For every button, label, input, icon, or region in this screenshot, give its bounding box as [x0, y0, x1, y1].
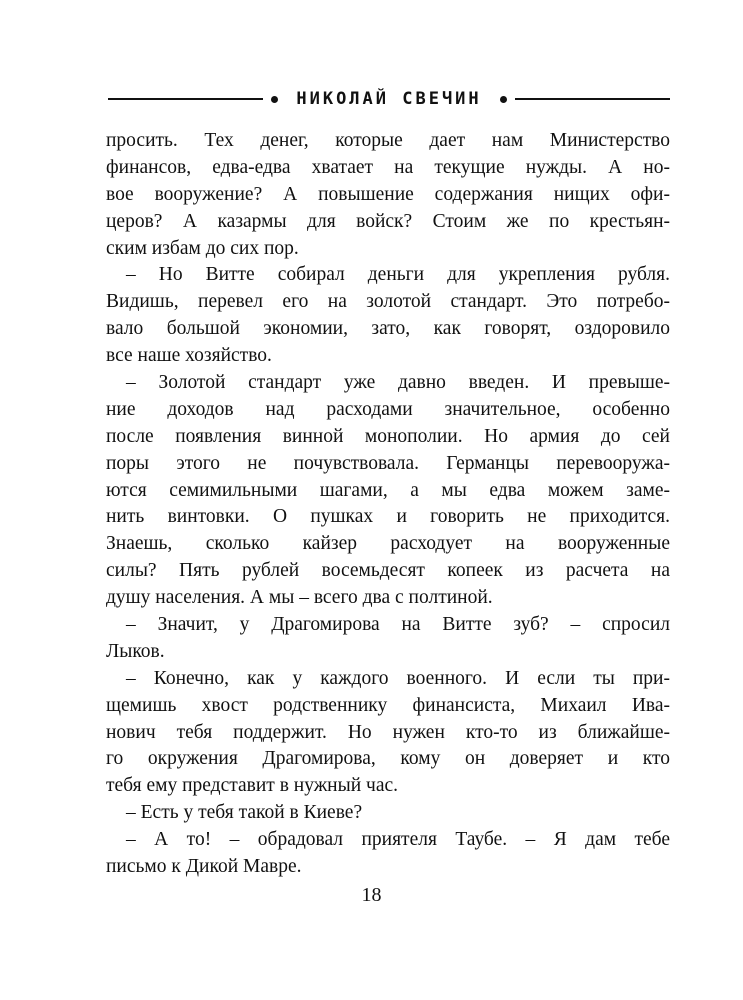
author-name: НИКОЛАЙ СВЕЧИН — [296, 89, 482, 109]
text-line: – Золотой стандарт уже давно введен. И превыше- — [126, 372, 670, 394]
text-line: – Есть у тебя такой в Киеве? — [126, 802, 363, 824]
text-line: письмо к Дикой Мавре. — [106, 856, 302, 878]
page-number: 18 — [361, 884, 382, 906]
header-bullet-left — [271, 96, 278, 103]
text-line: после появления винной монополии. Но армия до сей — [106, 425, 670, 447]
text-line: все наше хозяйство. — [106, 345, 272, 367]
text-line: Знаешь, сколько кайзер расходует на вооруженные — [106, 533, 670, 555]
text-line: силы? Пять рублей восемьдесят копеек из расчета на — [106, 560, 670, 582]
text-line: – Значит, у Драгомирова на Витте зуб? – спросил — [126, 614, 670, 636]
text-line: нович тебя поддержит. Но нужен кто-то из ближайше- — [106, 721, 670, 743]
text-line: ние доходов над расходами значительное, особенно — [106, 398, 670, 420]
text-line: поры этого не почувствовала. Германцы перевооружа- — [106, 452, 670, 474]
text-line: тебя ему представит в нужный час. — [106, 775, 399, 797]
text-line: душу населения. А мы – всего два с полтиной. — [106, 587, 493, 609]
text-line: нить винтовки. О пушках и говорить не приходится. — [106, 506, 670, 528]
text-line: го окружения Драгомирова, кому он доверяет и кто — [106, 748, 670, 770]
text-line: Видишь, перевел его на золотой стандарт. Это потребо- — [106, 291, 670, 313]
header-rule-right — [515, 98, 670, 100]
text-line: – Но Витте собирал деньги для укрепления рубля. — [126, 264, 670, 286]
text-line: ются семимильными шагами, а мы едва можем заме- — [106, 479, 670, 501]
text-line: церов? А казармы для войск? Стоим же по крестьян- — [106, 210, 670, 232]
body-text — [106, 128, 670, 881]
text-line: вое вооружение? А повышение содержания нищих офи- — [106, 183, 670, 205]
text-line: Лыков. — [106, 640, 165, 662]
header-bullet-right — [500, 96, 507, 103]
text-line: ским избам до сих пор. — [106, 237, 299, 259]
text-line: финансов, едва-едва хватает на текущие нужды. А но- — [106, 156, 670, 178]
text-line: – А то! – обрадовал приятеля Таубе. – Я дам тебе — [126, 829, 670, 851]
text-line: вало большой экономии, зато, как говорят, оздоровило — [106, 318, 670, 340]
text-line: щемишь хвост родственнику финансиста, Михаил Ива- — [106, 694, 670, 716]
text-line: – Конечно, как у каждого военного. И если ты при- — [126, 667, 670, 689]
header-rule-left — [108, 98, 263, 100]
text-line: просить. Тех денег, которые дает нам Министерство — [106, 130, 670, 151]
running-head — [108, 84, 670, 114]
